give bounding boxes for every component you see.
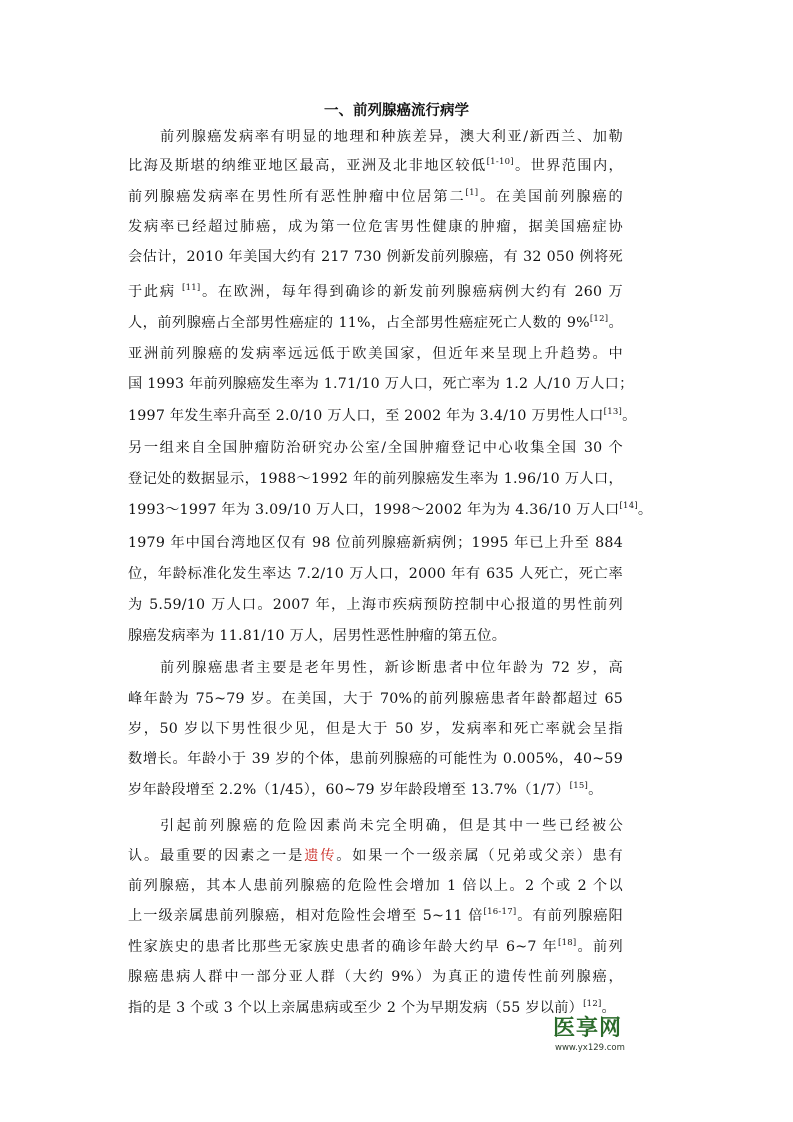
p1-line-8: 亚洲前列腺癌的发病率远远低于欧美国家，但近年来呈现上升趋势。中 <box>128 346 623 362</box>
p3-line-5: 性家族史的患者比那些无家族史患者的确诊年龄大约早 6~7 年[18]。前列 <box>128 938 623 955</box>
p1-line-5: 会估计，2010 年美国大约有 217 730 例新发前列腺癌，有 32 050 例将死 <box>128 249 623 265</box>
p3-line-6: 腺癌患病人群中一部分亚人群（大约 9%）为真正的遗传性前列腺癌， <box>128 969 623 985</box>
watermark <box>553 1016 633 1060</box>
p1-line-10: 1997 年发生率升高至 2.0/10 万人口，至 2002 年为 3.4/10 万男性人口[13]。 <box>128 407 637 424</box>
p1-line-6: 于此病 [11]。在欧洲，每年得到确诊的新发前列腺癌病例大约有 260 万 <box>128 283 623 300</box>
p1-line-9: 国 1993 年前列腺癌发生率为 1.71/10 万人口，死亡率为 1.2 人/10 万人口； <box>128 376 634 392</box>
p2-line-1: 前列腺癌患者主要是老年男性，新诊断患者中位年龄为 72 岁，高 <box>160 660 623 676</box>
citation: [15] <box>569 781 589 791</box>
p3-line-2: 认。最重要的因素之一是遗传。如果一个一级亲属（兄弟或父亲）患有 <box>128 848 623 864</box>
p1-line-2: 比海及斯堪的纳维亚地区最高，亚洲及北非地区较低[1-10]。世界范围内， <box>128 157 623 174</box>
p2-line-2: 峰年龄为 75~79 岁。在美国，大于 70%的前列腺癌患者年龄都超过 65 <box>128 691 623 707</box>
p1-line-4: 发病率已经超过肺癌，成为第一位危害男性健康的肿瘤，据美国癌症协 <box>128 219 623 235</box>
citation: [1-10] <box>486 157 514 167</box>
p2-line-3: 岁，50 岁以下男性很少见，但是大于 50 岁，发病率和死亡率就会呈指 <box>128 721 623 737</box>
p3-line-7: 指的是 3 个或 3 个以上亲属患病或至少 2 个为早期发病（55 岁以前）[12]。 <box>128 999 616 1016</box>
citation: [12] <box>583 999 602 1009</box>
p2-line-4: 数增长。年龄小于 39 岁的个体，患前列腺癌的可能性为 0.005%，40~59 <box>128 751 623 767</box>
citation: [16-17] <box>483 907 517 917</box>
p1-line-14: 1979 年中国台湾地区仅有 98 位前列腺癌新病例；1995 年已上升至 884 <box>128 535 623 551</box>
citation: [14] <box>619 501 638 511</box>
p1-line-1: 前列腺癌发病率有明显的地理和种族差异，澳大利亚/新西兰、加勒 <box>160 129 623 145</box>
p1-line-16: 为 5.59/10 万人口。2007 年，上海市疾病预防控制中心报道的男性前列 <box>128 597 623 613</box>
p1-line-17: 腺癌发病率为 11.81/10 万人，居男性恶性肿瘤的第五位。 <box>128 628 507 644</box>
watermark-logo: 医享网 <box>553 1016 623 1041</box>
p1-line-15: 位，年龄标准化发生率达 7.2/10 万人口，2000 年有 635 人死亡，死亡率 <box>128 566 623 582</box>
p1-line-13: 1993～1997 年为 3.09/10 万人口，1998～2002 年为为 4.36/10 万人口[14]。 <box>128 501 653 518</box>
section-heading: 一、前列腺癌流行病学 <box>324 103 469 119</box>
p2-line-5: 岁年龄段增至 2.2%（1/45），60~79 岁年龄段增至 13.7%（1/7）[15]。 <box>128 781 603 798</box>
p1-line-3: 前列腺癌发病率在男性所有恶性肿瘤中位居第二[1]。在美国前列腺癌的 <box>128 188 623 205</box>
citation: [1] <box>465 188 479 198</box>
p1-line-7: 人，前列腺癌占全部男性癌症的 11%，占全部男性癌症死亡人数的 9%[12]。 <box>128 314 623 331</box>
p3-line-3: 前列腺癌，其本人患前列腺癌的危险性会增加 1 倍以上。2 个或 2 个以 <box>128 878 623 894</box>
p1-line-11: 另一组来自全国肿瘤防治研究办公室/全国肿瘤登记中心收集全国 30 个 <box>128 440 623 456</box>
p1-line-12: 登记处的数据显示，1988～1992 年的前列腺癌发生率为 1.96/10 万人口， <box>128 471 623 487</box>
citation: [12] <box>589 314 609 324</box>
watermark-url: www.yx129.com <box>555 1043 625 1053</box>
citation: [18] <box>558 938 577 948</box>
p3-line-4: 上一级亲属患前列腺癌，相对危险性会增至 5~11 倍[16-17]。有前列腺癌阳 <box>128 907 623 924</box>
citation: [13] <box>603 407 623 417</box>
genetics-link[interactable]: 遗传 <box>304 848 337 864</box>
p3-line-1: 引起前列腺癌的危险因素尚未完全明确，但是其中一些已经被公 <box>160 818 623 834</box>
citation: [11] <box>182 283 201 293</box>
